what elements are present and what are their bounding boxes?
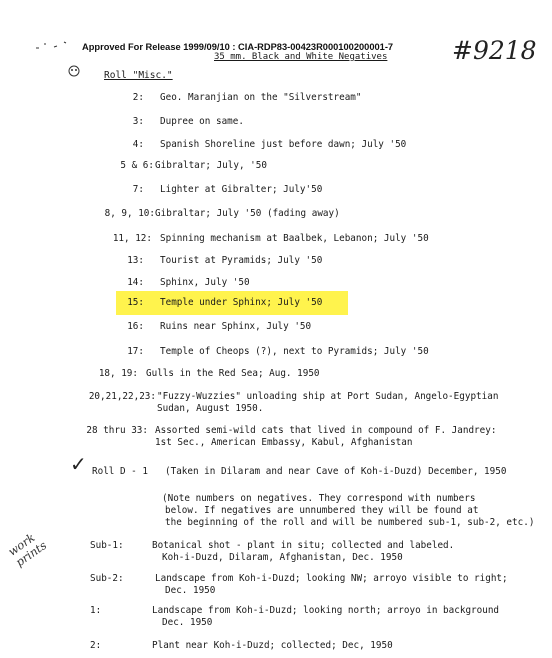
entry-number: 4: xyxy=(132,139,144,150)
checkmark-icon: ✓ xyxy=(70,452,87,476)
entry-number: 15: xyxy=(127,297,144,308)
entry-text: Sphinx, July '50 xyxy=(160,277,250,288)
entry-number: 13: xyxy=(127,255,144,266)
entry-text: Botanical shot - plant in situ; collected and labeled. xyxy=(152,540,455,551)
entry-text: Gulls in the Red Sea; Aug. 1950 xyxy=(146,368,320,379)
entry-text: Assorted semi-wild cats that lived in compound of F. Jandrey: xyxy=(155,425,497,436)
handwritten-file-number: #9218 xyxy=(452,36,537,65)
entry-number: 2: xyxy=(132,92,144,103)
release-stamp: Approved For Release 1999/09/10 : CIA-RDP83-00423R000100200001-7 xyxy=(82,42,394,52)
note-line: the beginning of the roll and will be numbered sub-1, sub-2, etc.) xyxy=(165,517,535,528)
entry-text-continued: Sudan, August 1950. xyxy=(157,403,264,414)
entry-number: 18, 19: xyxy=(98,368,138,379)
entry-number: 7: xyxy=(132,184,144,195)
entry-number: 2: xyxy=(90,640,102,651)
roll-misc-title: Roll "Misc." xyxy=(104,70,173,81)
entry-number: Sub-2: xyxy=(90,573,124,584)
entry-number: 16: xyxy=(127,321,144,332)
entry-number: 3: xyxy=(132,116,144,127)
note-line: (Note numbers on negatives. They correspond with numbers xyxy=(162,493,476,504)
entry-number: 5 & 6: xyxy=(120,160,154,171)
entry-text: Dupree on same. xyxy=(160,116,244,127)
entry-text: Plant near Koh-i-Duzd; collected; Dec, 1950 xyxy=(152,640,393,651)
entry-text: Geo. Maranjian on the "Silverstream" xyxy=(160,92,362,103)
entry-number: 14: xyxy=(127,277,144,288)
entry-text: Landscape from Koh-i-Duzd; looking north; arroyo in background xyxy=(152,605,500,616)
entry-text: Temple of Cheops (?), next to Pyramids; July '50 xyxy=(160,346,429,357)
entry-text: Tourist at Pyramids; July '50 xyxy=(160,255,323,266)
entry-text-continued: Dec. 1950 xyxy=(162,617,213,628)
roll-d-title: Roll D - 1 xyxy=(92,466,148,477)
entry-text-continued: Koh-i-Duzd, Dilaram, Afghanistan, Dec. 1950 xyxy=(162,552,403,563)
entry-text: Spanish Shoreline just before dawn; July '50 xyxy=(160,139,407,150)
entry-text: Landscape from Koh-i-Duzd; looking NW; arroyo visible to right; xyxy=(155,573,508,584)
entry-text: Gibraltar; July '50 (fading away) xyxy=(155,208,340,219)
entry-text: Spinning mechanism at Baalbek, Lebanon; July '50 xyxy=(160,233,429,244)
entry-number: 20,21,22,23: xyxy=(88,391,156,402)
entry-number: 1: xyxy=(90,605,102,616)
document-subtitle: 35 mm. Black and White Negatives xyxy=(214,52,388,62)
entry-text-continued: 1st Sec., American Embassy, Kabul, Afghanistan xyxy=(155,437,413,448)
entry-number: 11, 12: xyxy=(112,233,152,244)
entry-text-continued: Dec. 1950 xyxy=(165,585,216,596)
entry-text: Temple under Sphinx; July '50 xyxy=(160,297,323,308)
handwritten-margin-note: work prints xyxy=(5,530,50,570)
entry-text: Ruins near Sphinx, July '50 xyxy=(160,321,312,332)
entry-text: "Fuzzy-Wuzzies" unloading ship at Port Sudan, Angelo-Egyptian xyxy=(157,391,499,402)
entry-text: Lighter at Gibralter; July'50 xyxy=(160,184,323,195)
entry-number: 8, 9, 10: xyxy=(104,208,155,219)
entry-number: 28 thru 33: xyxy=(86,425,148,436)
entry-text: Gibraltar; July, '50 xyxy=(155,160,267,171)
entry-number: 17: xyxy=(127,346,144,357)
entry-number: Sub-1: xyxy=(90,540,124,551)
roll-d-description: (Taken in Dilaram and near Cave of Koh-i-Duzd) December, 1950 xyxy=(165,466,507,477)
note-line: below. If negatives are unnumbered they will be found at xyxy=(165,505,479,516)
